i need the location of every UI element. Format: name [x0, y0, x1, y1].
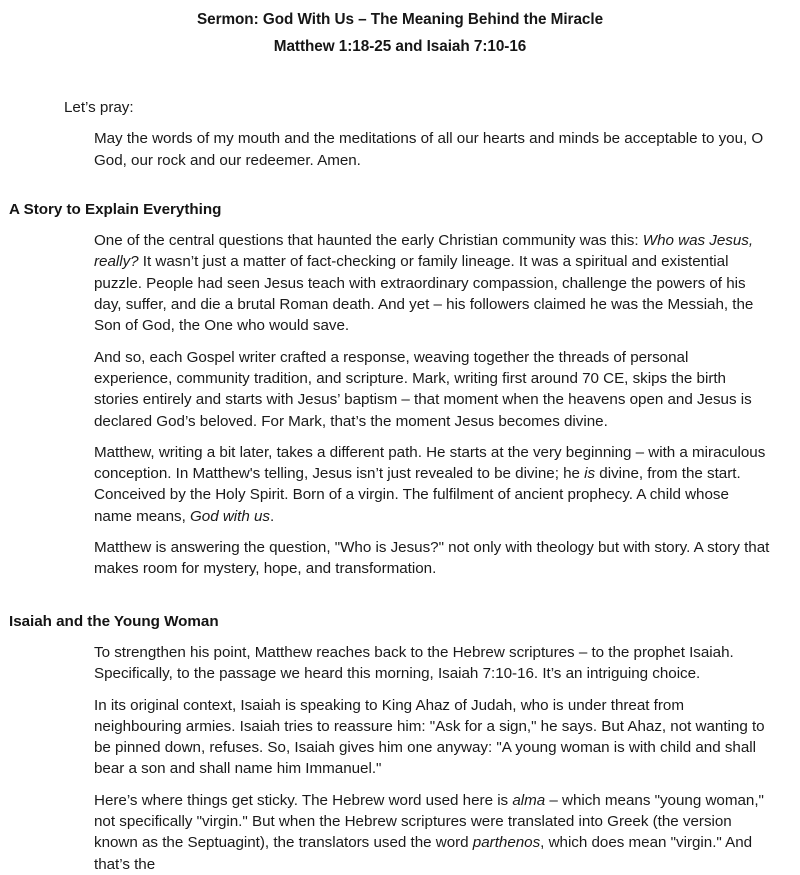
emphasis-text: alma: [512, 791, 546, 809]
document-subtitle-line: Matthew 1:18-25 and Isaiah 7:10-16: [273, 38, 527, 55]
document-title-block: [0, 0, 800, 60]
spacer-between-paragraphs: [0, 432, 800, 442]
emphasis-text: is: [584, 465, 596, 483]
paragraph-text: And so, each Gospel writer crafted a response, weaving together the threads of personal experience, community tradition, and scripture. Mark, writing first around 70 CE, skips the birth stories entirely and starts with Jesus’ baptism – that moment when the heavens open and Jesus is declared God’s beloved. For Mark, that’s the moment Jesus becomes divine.: [94, 348, 752, 430]
emphasis-text: God with us: [190, 507, 270, 525]
paragraph-text: – which means "young woman," not specifically "virgin." But when the Hebrew scriptures were translated into Greek (the version known as the Septuagint), the translators used the word: [94, 791, 764, 852]
paragraph-text: Matthew, writing a bit later, takes a different path. He starts at the very beginning – with a miraculous conception. In Matthew's telling, Jesus isn’t just revealed to be divine; he: [94, 443, 766, 483]
spacer-after-title: [0, 60, 800, 97]
spacer-before-section-heading: [0, 171, 800, 199]
prayer-intro-line: Let’s pray:: [64, 99, 134, 116]
body-paragraph: [94, 230, 770, 336]
emphasis-text: Who was Jesus, really?: [94, 232, 754, 271]
prayer-paragraph: May the words of my mouth and the meditations of all our hearts and minds be acceptable to you, O God, our rock and our redeemer. Amen.: [94, 130, 764, 169]
paragraph-text: .: [269, 507, 275, 525]
paragraph-text: It wasn’t just a matter of fact-checking or family lineage. It was a spiritual and existential puzzle. People had seen Jesus teach with extraordinary compassion, challenge the powers of his day, suffer, and die a brutal Roman death. And yet – his followers claimed he was the Messiah, the Son of God, the One who would save.: [94, 253, 754, 335]
body-paragraph: [94, 695, 770, 780]
document-sections: [0, 171, 800, 875]
section-heading: Isaiah and the Young Woman: [9, 612, 219, 630]
body-paragraph: [94, 642, 770, 685]
paragraph-text: Matthew is answering the question, "Who is Jesus?" not only with theology but with story. A story that makes room for mystery, hope, and transformation.: [94, 539, 770, 578]
spacer-between-paragraphs: [0, 527, 800, 537]
paragraph-text: , which does mean "virgin." And that’s the: [94, 834, 753, 873]
paragraph-text: divine, from the start. Conceived by the Holy Spirit. Born of a virgin. The fulfilment of ancient prophecy. A child whose name means,: [94, 465, 741, 525]
body-paragraph: [94, 442, 770, 527]
body-paragraph: [94, 347, 770, 432]
body-paragraph: [94, 537, 770, 580]
spacer-after-section-heading: [0, 632, 800, 642]
spacer-after-section-heading: [0, 220, 800, 230]
spacer-between-paragraphs: [0, 337, 800, 347]
spacer-before-prayer: [0, 118, 800, 128]
document-title-line-1: Sermon: God With Us – The Meaning Behind the Miracle: [196, 11, 604, 28]
section-heading: A Story to Explain Everything: [9, 200, 222, 218]
paragraph-text: One of the central questions that haunted the early Christian community was this:: [94, 232, 643, 250]
spacer-between-paragraphs: [0, 780, 800, 790]
paragraph-text: To strengthen his point, Matthew reaches back to the Hebrew scriptures – to the prophet Isaiah. Specifically, to the passage we heard this morning, Isaiah 7:10-16. It’s an intriguing choice.: [94, 643, 734, 683]
paragraph-text: In its original context, Isaiah is speaking to King Ahaz of Judah, who is under threat from neighbouring armies. Isaiah tries to reassure him: "Ask for a sign," he says. But Ahaz, not wanting to be pinned down, refuses. So, Isaiah gives him one anyway: "A young woman is with child and shall bear a son and shall name him Immanuel.": [94, 696, 765, 778]
paragraph-text: Here’s where things get sticky. The Hebrew word used here is: [94, 791, 513, 809]
spacer-between-paragraphs: [0, 685, 800, 695]
spacer-before-section-heading: [0, 580, 800, 611]
emphasis-text: parthenos: [472, 834, 541, 852]
body-paragraph: [94, 790, 770, 875]
